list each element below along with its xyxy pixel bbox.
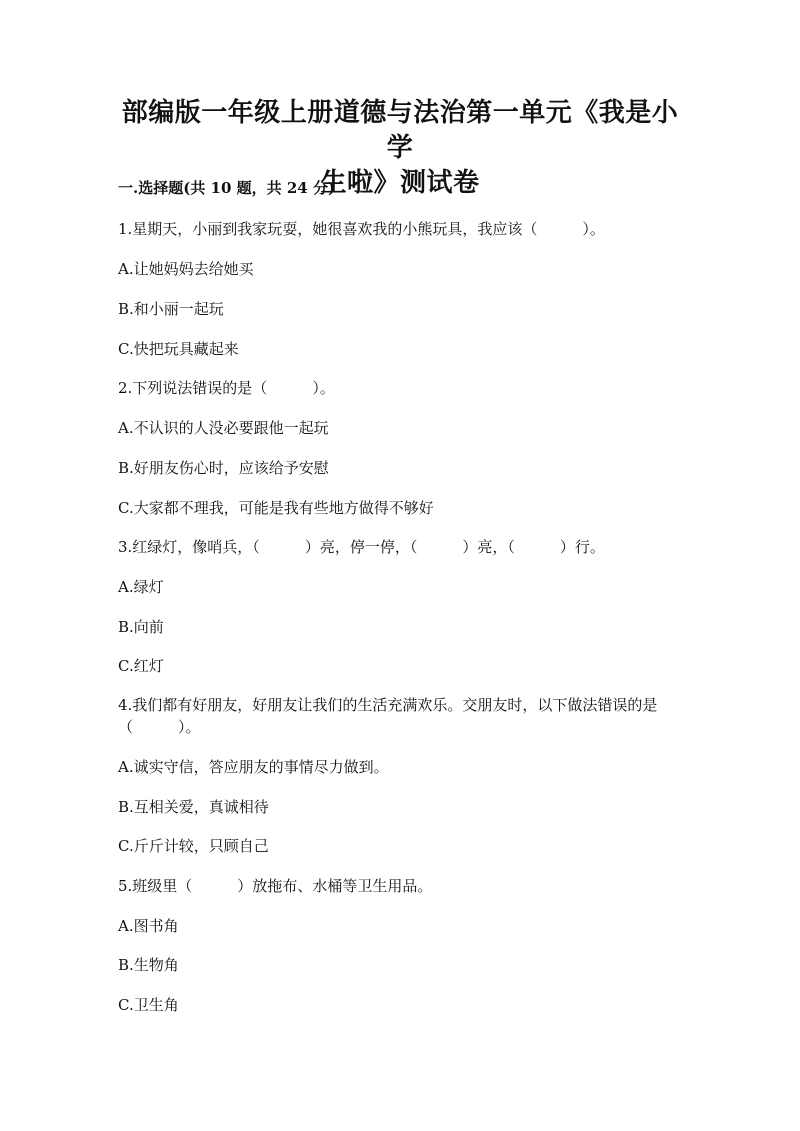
question-4-option-c: C.斤斤计较，只顾自己 — [118, 837, 269, 855]
section-heading: 一.选择题(共 10 题，共 24 分) — [118, 179, 336, 197]
question-2-option-a: A.不认识的人没必要跟他一起玩 — [118, 419, 329, 437]
question-4-option-a: A.诚实守信，答应朋友的事情尽力做到。 — [118, 758, 389, 776]
question-3-stem: 3.红绿灯，像哨兵，（ ）亮，停一停，（ ）亮，（ ）行。 — [118, 538, 605, 556]
question-1-option-b: B.和小丽一起玩 — [118, 300, 224, 318]
question-2-option-b: B.好朋友伤心时，应该给予安慰 — [118, 459, 329, 477]
title-line-2: 生啦》测试卷 — [320, 168, 480, 198]
question-3-option-c: C.红灯 — [118, 657, 164, 675]
question-4-stem: 4.我们都有好朋友，好朋友让我们的生活充满欢乐。交朋友时，以下做法错误的是（ ）。 — [118, 696, 658, 736]
question-1-stem: 1.星期天，小丽到我家玩耍，她很喜欢我的小熊玩具，我应该（ ）。 — [118, 220, 605, 238]
question-2-option-c: C.大家都不理我，可能是我有些地方做得不够好 — [118, 499, 434, 517]
question-1-option-a: A.让她妈妈去给她买 — [118, 260, 254, 278]
question-5-option-c: C.卫生角 — [118, 996, 179, 1014]
question-2-stem: 2.下列说法错误的是（ ）。 — [118, 379, 335, 397]
question-5-option-a: A.图书角 — [118, 917, 179, 935]
question-1-option-c: C.快把玩具藏起来 — [118, 340, 239, 358]
question-5-option-b: B.生物角 — [118, 956, 179, 974]
question-3-option-b: B.向前 — [118, 618, 164, 636]
question-5-stem: 5.班级里（ ）放拖布、水桶等卫生用品。 — [118, 877, 433, 895]
title-line-1: 部编版一年级上册道德与法治第一单元《我是小学 — [121, 98, 679, 163]
question-3-option-a: A.绿灯 — [118, 578, 164, 596]
question-4-option-b: B.互相关爱，真诚相待 — [118, 798, 269, 816]
